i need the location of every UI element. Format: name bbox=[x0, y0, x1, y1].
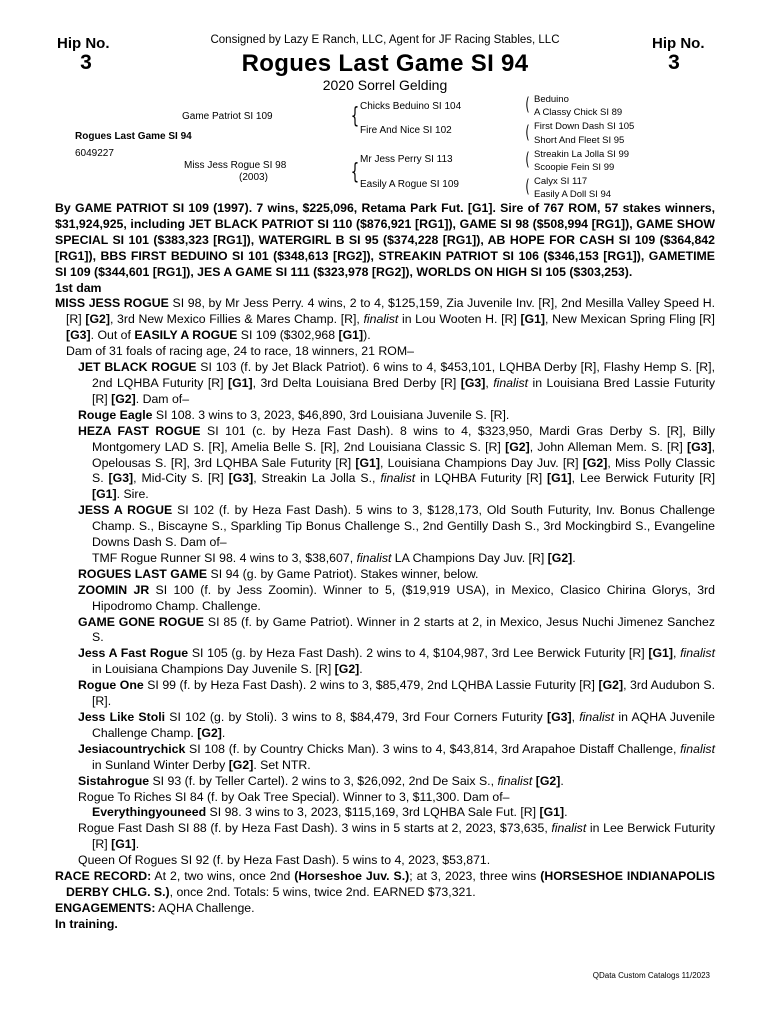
offspring-text: LA Champions Day Juv. [R] bbox=[391, 550, 548, 565]
pedigree-sd-sire: First Down Dash SI 105 bbox=[534, 121, 635, 132]
offspring-text: Rogue To Riches SI 84 (f. by Oak Tree Special). Winner to 3, $11,300. Dam of– bbox=[78, 789, 510, 804]
dam-paragraph bbox=[55, 296, 715, 344]
offspring-text: . bbox=[135, 837, 140, 852]
grade-badge: [G2] bbox=[535, 773, 561, 788]
offspring-text: in Louisiana Bred Lassie Futurity [R] bbox=[92, 375, 715, 406]
offspring-text: . bbox=[564, 805, 568, 820]
grade-badge: [G1] bbox=[111, 837, 136, 852]
pedigree-dam-year: (2003) bbox=[239, 172, 268, 183]
offspring-text: . bbox=[359, 662, 363, 677]
produce-summary: Dam of 31 foals of racing age, 24 to race, 18 winners, 21 ROM– bbox=[66, 344, 414, 359]
finalist-text: finalist bbox=[551, 821, 587, 836]
offspring-name: HEZA FAST ROGUE bbox=[78, 423, 201, 438]
catalog-footer: QData Custom Catalogs 11/2023 bbox=[592, 971, 710, 980]
offspring-text: SI 98. 3 wins to 3, 2023, $115,169, 3rd LQHBA Sale Fut. [R] bbox=[206, 805, 540, 820]
grade-badge: [G2] bbox=[547, 550, 573, 565]
horse-description: 2020 Sorrel Gelding bbox=[322, 77, 448, 93]
grade-badge: [G1] bbox=[648, 646, 673, 661]
offspring-text: Queen Of Rogues SI 92 (f. by Heza Fast Dash). 5 wins to 4, 2023, $53,871. bbox=[78, 853, 491, 868]
produce-jess-a-fast-rogue bbox=[55, 646, 715, 678]
offspring-name: Jesiacountrychick bbox=[78, 741, 186, 756]
finalist-text: finalist bbox=[579, 710, 615, 724]
dam-text: , 3rd New Mexico Fillies & Mares Champ. [R], bbox=[109, 312, 364, 327]
pedigree-dd-sire: Calyx SI 117 bbox=[534, 176, 588, 187]
offspring-name: Rogue One bbox=[78, 678, 144, 693]
grade-badge: [G1] bbox=[547, 471, 572, 486]
grade-badge: [G1] bbox=[92, 487, 117, 502]
pedigree-ds-dam: Scoopie Fein SI 99 bbox=[534, 162, 615, 173]
grandproduce-rouge-eagle bbox=[55, 408, 715, 424]
finalist-text: finalist bbox=[493, 375, 529, 390]
offspring-text: , 3rd Delta Louisiana Bred Derby [R] bbox=[252, 375, 461, 390]
offspring-text: SI 93 (f. by Teller Cartel). 2 wins to 3, $26,092, 2nd De Saix S., bbox=[149, 773, 498, 788]
hip-number-right: 3 bbox=[668, 51, 680, 74]
offspring-text: , bbox=[672, 646, 681, 661]
offspring-text: . bbox=[221, 725, 226, 740]
brace-sd: ( bbox=[525, 122, 530, 143]
offspring-text: SI 102 (g. by Stoli). 3 wins to 8, $84,479, 3rd Four Corners Futurity bbox=[165, 710, 547, 724]
grade-badge: [G3] bbox=[228, 471, 254, 486]
offspring-name: ROGUES LAST GAME bbox=[78, 566, 208, 581]
pedigree-sire-dam: Fire And Nice SI 102 bbox=[360, 125, 452, 136]
produce-game-gone-rogue bbox=[55, 615, 715, 647]
race-record-text: At 2, two wins, once 2nd bbox=[151, 869, 295, 884]
grade-badge: [G1] bbox=[338, 328, 364, 343]
brace-ds: ( bbox=[525, 149, 530, 170]
offspring-name: Jess Like Stoli bbox=[78, 710, 166, 724]
pedigree-ds-sire: Streakin La Jolla SI 99 bbox=[534, 149, 630, 160]
finalist-text: finalist bbox=[356, 550, 392, 565]
offspring-name: GAME GONE ROGUE bbox=[78, 614, 204, 629]
grade-badge: [G2] bbox=[505, 439, 530, 454]
offspring-text: , Streakin La Jolla S., bbox=[253, 471, 381, 486]
produce-rogues-last-game bbox=[55, 567, 715, 583]
grade-badge: [G2] bbox=[85, 312, 110, 327]
finalist-text: finalist bbox=[680, 741, 715, 756]
produce-heza-fast-rogue bbox=[55, 424, 715, 504]
offspring-text: . bbox=[572, 550, 576, 565]
offspring-text: , Lee Berwick Futurity [R] bbox=[571, 471, 715, 486]
offspring-text: SI 101 (c. by Heza Fast Dash). 8 wins to 4, $323,950, Mardi Gras Derby S. [R], Billy Montgomery LAD S. [R], Amelia Belle S. [R], 2nd Louisiana Classic S. [R] bbox=[92, 423, 715, 454]
dam-text: SI 109 ($302,968 bbox=[237, 328, 339, 343]
grade-badge: [G3] bbox=[547, 710, 572, 724]
offspring-text: , bbox=[571, 710, 580, 724]
brace-ss: ( bbox=[525, 94, 530, 115]
grade-badge: [G2] bbox=[582, 455, 608, 470]
race-record-label: RACE RECORD: bbox=[55, 869, 152, 884]
pedigree-dam-dam: Easily A Rogue SI 109 bbox=[360, 179, 459, 190]
offspring-text: . Set NTR. bbox=[253, 757, 311, 772]
grade-badge: [G2] bbox=[197, 725, 222, 740]
offspring-text: in Sunland Winter Derby bbox=[92, 757, 229, 772]
pedigree-subject: Rogues Last Game SI 94 bbox=[75, 131, 192, 142]
brace-dd: ( bbox=[525, 176, 530, 197]
race-record bbox=[55, 869, 715, 901]
sire-paragraph: By GAME PATRIOT SI 109 (1997). 7 wins, $225,096, Retama Park Fut. [G1]. Sire of 767 ROM, 57 stakes winners, $31,924,925, including JET BLACK PATRIOT SI 110 ($876,921 [RG1]), GAME SI 98 ($508,994 [RG1]), GAME SHOW SPECIAL SI 101 ($383,323 [RG1]), WATERGIRL B SI 95 ($374,228 [RG1]), AB HOPE FOR CASH SI 109 ($364,842 [RG1]), BBS FIRST BEDUINO SI 101 ($348,613 [RG2]), STREAKIN PATRIOT SI 106 ($346,153 [RG1]), GAMETIME SI 109 ($344,601 [RG1]), JES A GAME SI 111 ($323,978 [RG2]), WORLDS ON HIGH SI 105 ($303,253). bbox=[55, 201, 715, 279]
grade-badge: [G2] bbox=[111, 391, 136, 406]
brace-dam: { bbox=[350, 160, 360, 185]
pedigree-sire-sire: Chicks Beduino SI 104 bbox=[360, 101, 462, 112]
grade-badge: [G2] bbox=[228, 757, 254, 772]
pedigree-ss-dam: A Classy Chick SI 89 bbox=[534, 107, 623, 118]
catalog-body bbox=[55, 201, 715, 933]
offspring-text: SI 99 (f. by Heza Fast Dash). 2 wins to 3, $85,479, 2nd LQHBA Lassie Futurity [R] bbox=[143, 678, 599, 693]
offspring-name: JET BLACK ROGUE bbox=[78, 360, 197, 375]
offspring-name: JESS A ROGUE bbox=[78, 503, 173, 518]
finalist-text: finalist bbox=[497, 773, 533, 788]
grade-badge: [G2] bbox=[334, 662, 360, 677]
dam-text: SI 98, by Mr Jess Perry. 4 wins, 2 to 4, $125,159, Zia Juvenile Inv. [R], 2nd Mesilla Valley Speed H. [R] bbox=[66, 296, 715, 327]
offspring-name: Sistahrogue bbox=[78, 773, 150, 788]
hip-number-left: 3 bbox=[80, 51, 92, 74]
offspring-name: Everythingyouneed bbox=[92, 805, 207, 820]
offspring-text: SI 100 (f. by Jess Zoomin). Winner to 5, ($19,919 USA), in Mexico, Clasico Chirina Glorys, 3rd Hipodromo Champ. Challenge. bbox=[92, 582, 715, 613]
pedigree-sire: Game Patriot SI 109 bbox=[182, 111, 273, 122]
race-record-stakes: (Horseshoe Juv. S.) bbox=[294, 869, 410, 884]
offspring-name: Rouge Eagle bbox=[78, 407, 153, 422]
offspring-text: . Dam of– bbox=[135, 391, 190, 406]
training-status: In training. bbox=[55, 916, 118, 931]
offspring-text: in Louisiana Champions Day Juvenile S. [R] bbox=[92, 662, 335, 677]
produce-zoomin-jr bbox=[55, 583, 715, 615]
produce-rogue-one bbox=[55, 678, 715, 710]
offspring-text: in AQHA Juvenile Challenge Champ. bbox=[92, 710, 715, 740]
offspring-text: , John Alleman Mem. S. [R] bbox=[529, 439, 687, 454]
offspring-text: , Mid-City S. [R] bbox=[133, 471, 229, 486]
offspring-text: SI 85 (f. by Game Patriot). Winner in 2 starts at 2, in Mexico, Jesus Nuchi Jimenez Sanchez S. bbox=[92, 614, 715, 645]
consignor-line: Consigned by Lazy E Ranch, LLC, Agent for JF Racing Stables, LLC bbox=[210, 34, 560, 46]
second-dam-name: EASILY A ROGUE bbox=[134, 328, 238, 343]
pedigree-sd-dam: Short And Fleet SI 95 bbox=[534, 135, 625, 146]
grandproduce-everythingyouneed bbox=[55, 805, 715, 821]
grade-badge: [G1] bbox=[355, 455, 380, 470]
produce-sistahrogue bbox=[55, 774, 715, 790]
engagements-label: ENGAGEMENTS: bbox=[55, 900, 156, 915]
dam-text: , New Mexican Spring Fling [R] bbox=[545, 312, 715, 327]
produce-jess-like-stoli bbox=[55, 710, 715, 742]
grade-badge: [G1] bbox=[520, 312, 546, 327]
offspring-text: SI 108 (f. by Country Chicks Man). 3 wins to 4, $43,814, 3rd Arapahoe Distaff Challenge, bbox=[185, 741, 681, 756]
offspring-text: SI 108. 3 wins to 3, 2023, $46,890, 3rd Louisiana Juvenile S. [R]. bbox=[152, 407, 510, 422]
offspring-text: , Miss Polly Classic S. bbox=[92, 455, 715, 486]
grade-badge: [G1] bbox=[228, 375, 253, 390]
grade-badge: [G2] bbox=[598, 678, 624, 693]
grade-badge: [G1] bbox=[539, 805, 565, 820]
dam-name: MISS JESS ROGUE bbox=[55, 296, 169, 311]
offspring-text: SI 94 (g. by Game Patriot). Stakes winner, below. bbox=[207, 566, 479, 581]
produce-jesiacountrychick bbox=[55, 742, 715, 774]
pedigree-dam: Miss Jess Rogue SI 98 bbox=[184, 160, 287, 171]
pedigree-dd-dam: Easily A Doll SI 94 bbox=[534, 189, 612, 200]
first-dam-heading: 1st dam bbox=[55, 280, 102, 295]
pedigree-registration: 6049227 bbox=[75, 148, 114, 159]
offspring-text: . bbox=[560, 773, 564, 788]
offspring-text: SI 105 (g. by Heza Fast Dash). 2 wins to 4, $104,987, 3rd Lee Berwick Futurity [R] bbox=[188, 646, 649, 661]
brace-sire: { bbox=[350, 104, 360, 129]
pedigree-ss-sire: Beduino bbox=[534, 94, 569, 105]
grandproduce-tmf-rogue-runner bbox=[55, 551, 715, 567]
produce-jess-a-rogue bbox=[55, 503, 715, 551]
dam-text: ). bbox=[363, 328, 371, 343]
offspring-text: TMF Rogue Runner SI 98. 4 wins to 3, $38,607, bbox=[92, 550, 357, 565]
offspring-text: SI 103 (f. by Jet Black Patriot). 6 wins to 4, $453,101, LQHBA Derby [R], Flashy Hemp S. [R], 2nd LQHBA Futurity [R] bbox=[92, 360, 715, 390]
grade-badge: [G3] bbox=[108, 471, 134, 486]
race-record-stakes: (HORSESHOE INDIANAPOLIS DERBY CHLG. S.) bbox=[66, 869, 715, 899]
offspring-name: Jess A Fast Rogue bbox=[78, 646, 189, 661]
offspring-text: , Louisiana Champions Day Juv. [R] bbox=[379, 455, 583, 470]
offspring-text: in LQHBA Futurity [R] bbox=[415, 471, 548, 486]
finalist-text: finalist bbox=[680, 646, 715, 661]
finalist-text: finalist bbox=[380, 471, 416, 486]
offspring-text: Rogue Fast Dash SI 88 (f. by Heza Fast Dash). 3 wins in 5 starts at 2, 2023, $73,635, bbox=[78, 821, 552, 836]
engagements bbox=[55, 901, 715, 917]
offspring-text: SI 102 (f. by Heza Fast Dash). 5 wins to 3, $128,173, Old South Futurity, Inv. Bonus Challenge Champ. S., Biscayne S., Sparkling Tip Bonus Challenge S., 2nd Gentilly Dash S., 3rd Mockingbird S., Evangeline Downs Dash S. Dam of– bbox=[92, 503, 716, 550]
hip-label-left: Hip No. bbox=[57, 35, 110, 52]
offspring-text: , 3rd Audubon S. [R]. bbox=[92, 678, 715, 709]
engagements-text: AQHA Challenge. bbox=[155, 900, 255, 915]
race-record-text: ; at 3, 2023, three wins bbox=[409, 869, 541, 884]
race-record-text: , once 2nd. Totals: 5 wins, twice 2nd. EARNED $73,321. bbox=[169, 884, 476, 899]
pedigree-dam-sire: Mr Jess Perry SI 113 bbox=[360, 154, 453, 165]
offspring-text: , Opelousas S. [R], 3rd LQHBA Sale Futurity [R] bbox=[92, 439, 715, 470]
offspring-name: ZOOMIN JR bbox=[78, 582, 150, 597]
produce-queen-of-rogues bbox=[55, 853, 715, 869]
horse-name-title: Rogues Last Game SI 94 bbox=[241, 50, 529, 77]
produce-jet-black-rogue bbox=[55, 360, 715, 408]
finalist-text: finalist bbox=[363, 312, 399, 327]
offspring-text: , bbox=[485, 375, 494, 390]
produce-rogue-fast-dash bbox=[55, 821, 715, 853]
grade-badge: [G3] bbox=[66, 328, 91, 343]
hip-label-right: Hip No. bbox=[652, 35, 705, 52]
dam-text: in Lou Wooten H. [R] bbox=[398, 312, 521, 327]
grade-badge: [G3] bbox=[686, 439, 712, 454]
dam-text: . Out of bbox=[90, 328, 135, 343]
produce-rogue-to-riches bbox=[55, 790, 715, 806]
grade-badge: [G3] bbox=[460, 375, 486, 390]
offspring-text: in Lee Berwick Futurity [R] bbox=[92, 821, 715, 852]
offspring-text: . Sire. bbox=[116, 487, 149, 502]
